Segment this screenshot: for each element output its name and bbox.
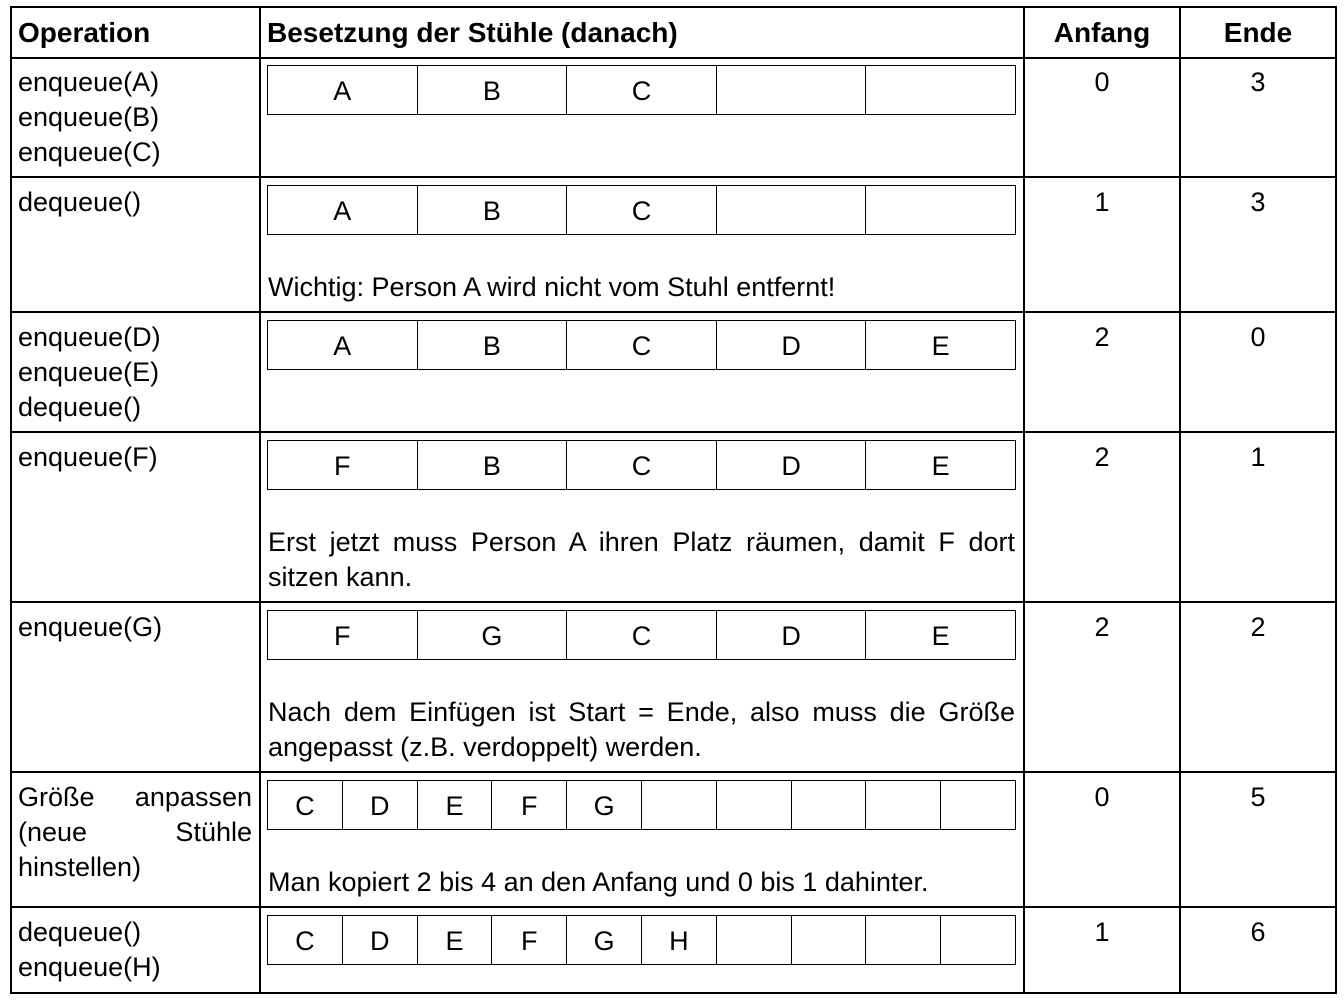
row-divider	[10, 771, 1336, 773]
chair-slot: C	[567, 611, 717, 659]
end-value: 3	[1250, 67, 1266, 97]
operation-line: enqueue(D)	[18, 322, 161, 352]
chair-row	[267, 185, 1016, 235]
chair-slot: F	[492, 781, 567, 829]
chair-slot: E	[931, 621, 950, 651]
row-divider	[10, 6, 1336, 8]
chair-slot	[866, 916, 941, 964]
row-divider	[10, 906, 1336, 908]
operation-line: enqueue(E)	[18, 357, 160, 387]
chair-slot	[941, 781, 1015, 829]
row-divider	[10, 311, 1336, 313]
operation-line: dequeue()	[18, 187, 142, 217]
row-divider	[10, 57, 1336, 59]
operation-line: enqueue(A)	[18, 67, 160, 97]
chair-row	[267, 780, 1016, 830]
row-divider	[10, 176, 1336, 178]
chair-slot: D	[343, 781, 418, 829]
chair-slot: C	[567, 186, 717, 234]
chair-slot: E	[931, 331, 950, 361]
chair-slot: C	[268, 781, 343, 829]
chair-slot	[866, 66, 1015, 114]
chair-slot: H	[642, 916, 717, 964]
chair-slot	[717, 781, 792, 829]
end-value: 5	[1250, 782, 1266, 812]
end-value: 3	[1250, 187, 1266, 217]
chair-slot: C	[567, 441, 717, 489]
header-seating: Besetzung der Stühle (danach)	[267, 17, 678, 48]
end-value: 2	[1250, 612, 1266, 642]
start-value: 2	[1094, 322, 1110, 352]
end-value: 6	[1250, 917, 1266, 947]
chair-slot: B	[418, 321, 568, 369]
chair-slot	[941, 916, 1015, 964]
header-operation: Operation	[18, 17, 151, 48]
chair-slot: D	[717, 321, 867, 369]
operation-line: enqueue(H)	[18, 952, 161, 982]
chair-slot: G	[567, 916, 642, 964]
column-divider	[1179, 6, 1181, 994]
chair-slot: A	[268, 66, 418, 114]
chair-slot: B	[418, 66, 568, 114]
column-divider	[10, 6, 12, 994]
column-divider	[259, 6, 261, 994]
row-note: Erst jetzt muss Person A ihren Platz räumen, damit F dort sitzen kann.	[268, 527, 1015, 592]
operation-line: dequeue()	[18, 917, 142, 947]
row-divider	[10, 601, 1336, 603]
row-note: Wichtig: Person A wird nicht vom Stuhl entfernt!	[268, 272, 836, 302]
header-start: Anfang	[1053, 17, 1151, 48]
chair-slot: C	[567, 66, 717, 114]
chair-slot: A	[268, 186, 418, 234]
chair-slot: F	[268, 441, 418, 489]
column-divider	[1023, 6, 1025, 994]
row-divider	[10, 431, 1336, 433]
chair-slot: F	[268, 611, 418, 659]
start-value: 1	[1094, 917, 1110, 947]
chair-slot: D	[717, 611, 867, 659]
row-note: Man kopiert 2 bis 4 an den Anfang und 0 bis 1 dahinter.	[268, 867, 929, 897]
chair-slot: B	[418, 186, 568, 234]
operation-line: enqueue(G)	[18, 612, 163, 642]
chair-slot: A	[268, 321, 418, 369]
start-value: 1	[1094, 187, 1110, 217]
chair-row	[267, 320, 1016, 370]
chair-slot	[792, 916, 867, 964]
chair-row	[267, 610, 1016, 660]
chair-slot	[792, 781, 867, 829]
end-value: 1	[1250, 442, 1266, 472]
end-value: 0	[1250, 322, 1266, 352]
start-value: 2	[1094, 612, 1110, 642]
operation-line: Größe anpassen (neue Stühle hinstellen)	[18, 782, 252, 882]
start-value: 2	[1094, 442, 1110, 472]
operation-line: enqueue(B)	[18, 102, 160, 132]
chair-slot: D	[717, 441, 867, 489]
start-value: 0	[1094, 67, 1110, 97]
chair-row	[267, 440, 1016, 490]
chair-slot	[717, 916, 792, 964]
row-note: Nach dem Einfügen ist Start = Ende, also muss die Größe angepasst (z.B. verdoppelt) werden.	[268, 697, 1015, 762]
chair-slot	[717, 66, 867, 114]
chair-slot: D	[343, 916, 418, 964]
chair-slot	[642, 781, 717, 829]
chair-slot: E	[418, 781, 493, 829]
chair-row	[267, 65, 1016, 115]
chair-slot: E	[931, 451, 950, 481]
operation-line: dequeue()	[18, 392, 142, 422]
chair-slot	[866, 781, 941, 829]
chair-slot: C	[567, 321, 717, 369]
operation-line: enqueue(F)	[18, 442, 158, 472]
row-divider	[10, 992, 1336, 994]
chair-slot: G	[567, 781, 642, 829]
header-end: Ende	[1223, 17, 1293, 48]
chair-slot: F	[492, 916, 567, 964]
start-value: 0	[1094, 782, 1110, 812]
chair-slot: B	[418, 441, 568, 489]
chair-slot	[717, 186, 867, 234]
chair-slot: C	[268, 916, 343, 964]
chair-row	[267, 915, 1016, 965]
chair-slot	[866, 186, 1015, 234]
chair-slot: E	[418, 916, 493, 964]
chair-slot: G	[418, 611, 568, 659]
operation-line: enqueue(C)	[18, 137, 161, 167]
column-divider	[1335, 6, 1337, 994]
